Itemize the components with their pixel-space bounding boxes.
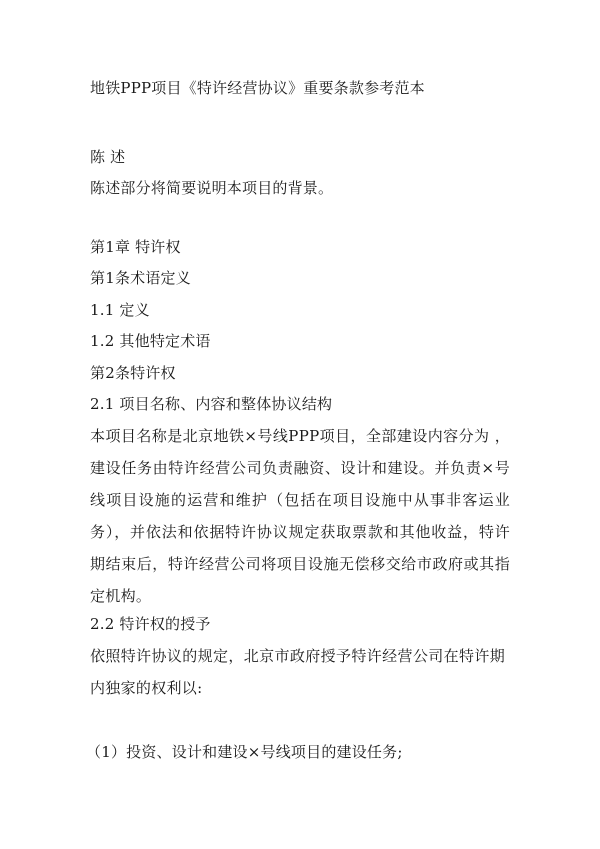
section-2-2-heading: 2.2 特许权的授予 [90,615,211,633]
section-2-1-heading: 2.1 项目名称、内容和整体协议结构 [90,395,333,413]
article-2-heading: 第2条特许权 [90,364,176,382]
section-2-1-paragraph: 本项目名称是北京地铁×号线PPP项目，全部建设内容分为 ，建设任务由特许经营公司负责融资、设计和建设。并负责×号线项目设施的运营和维护（包括在项目设施中从事非客运业务），并依法和依据特许协议规定获取票款和其他收益，特许期结束后，特许经营公司将项目设施无偿移交给市政府或其指定机构。 [90,427,510,605]
section-1-2-heading: 1.2 其他特定术语 [90,332,211,350]
chapter-1-heading: 第1章 特许权 [90,238,181,256]
section-2-2-paragraph: 依照特许协议的规定，北京市政府授予特许经营公司在特许期内独家的权利以: [90,647,505,697]
preface-text: 陈述部分将简要说明本项目的背景。 [90,179,334,197]
article-1-heading: 第1条术语定义 [90,269,191,287]
document-title: 地铁PPP项目《特许经营协议》重要条款参考范本 [90,79,425,97]
list-item-1: （1）投资、设计和建设×号线项目的建设任务; [86,743,403,761]
preface-heading: 陈 述 [90,148,126,166]
section-1-1-heading: 1.1 定义 [90,301,150,319]
